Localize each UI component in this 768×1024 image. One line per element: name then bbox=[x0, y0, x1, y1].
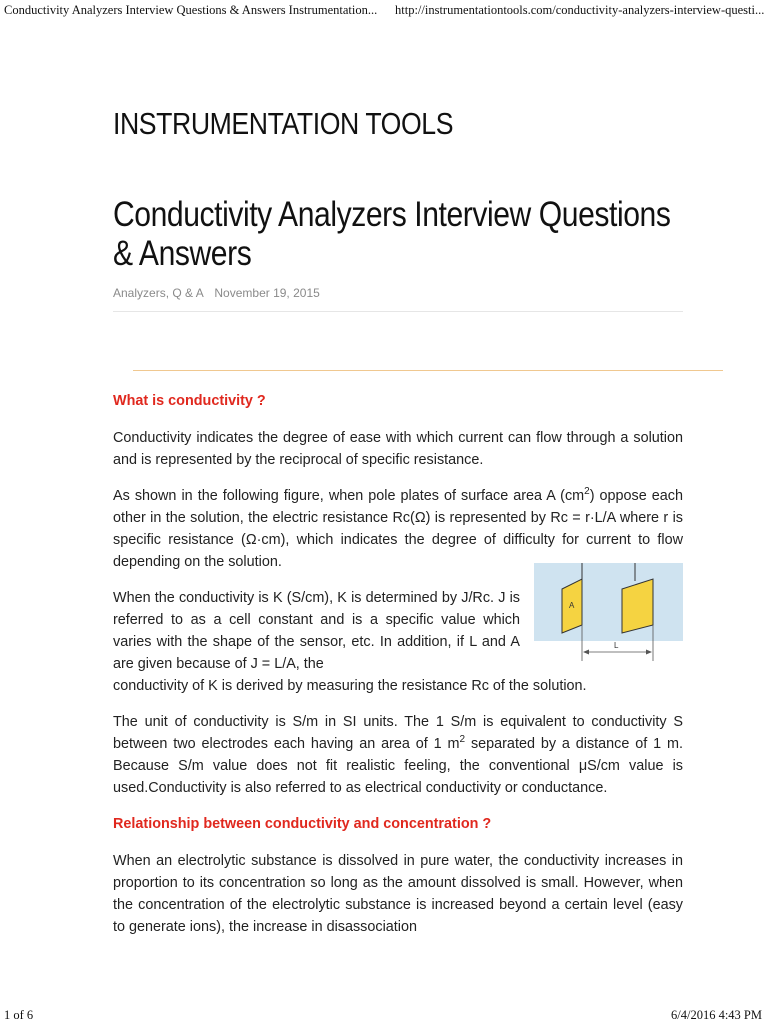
area-label: A bbox=[569, 601, 575, 610]
post-date: November 19, 2015 bbox=[214, 286, 320, 300]
paragraph-2-part-b: ) oppose each other in the solution, the electric resistance Rc(Ω) is represented by Rc = r·L/A where r is specific resistance (Ω·cm), which indicates the degree of difficulty for current to flow depending on the solution. bbox=[113, 488, 683, 570]
length-arrow-left bbox=[583, 650, 589, 655]
print-footer bbox=[0, 1008, 768, 1024]
paragraph-1: Conductivity indicates the degree of ease with which current can flow through a solution and is represented by the reciprocal of specific resistance. bbox=[113, 430, 683, 468]
superscript-2: 2 bbox=[584, 486, 590, 498]
question-relationship-conductivity-concentration: Relationship between conductivity and concentration ? bbox=[113, 816, 492, 832]
paragraph-2 bbox=[113, 485, 683, 573]
length-label: L bbox=[614, 641, 619, 650]
paragraph-2-part-a: As shown in the following figure, when pole plates of surface area A (cm bbox=[113, 488, 585, 504]
paragraph-4 bbox=[113, 711, 683, 799]
post-meta bbox=[113, 286, 320, 300]
print-header-url[interactable]: http://instrumentationtools.com/conductivity-analyzers-interview-questi... bbox=[395, 3, 765, 17]
solution-background bbox=[534, 563, 683, 641]
question-what-is-conductivity: What is conductivity ? bbox=[113, 393, 266, 409]
site-title[interactable]: INSTRUMENTATION TOOLS bbox=[113, 106, 454, 141]
post-categories[interactable]: Analyzers, Q & A bbox=[113, 286, 204, 300]
print-datetime: 6/4/2016 4:43 PM bbox=[671, 1008, 762, 1022]
content-divider bbox=[133, 370, 723, 371]
page-number: 1 of 6 bbox=[4, 1008, 34, 1022]
paragraph-4-part-a: The unit of conductivity is S/m in SI units. The 1 S/m is equivalent to conductivity S between two electrodes each having an area of 1 m bbox=[113, 714, 683, 752]
article-content bbox=[113, 390, 683, 952]
print-header bbox=[0, 0, 768, 22]
length-arrow-right bbox=[646, 650, 652, 655]
print-header-title: Conductivity Analyzers Interview Questions & Answers Instrumentation... bbox=[4, 3, 378, 17]
superscript-m2: 2 bbox=[459, 734, 466, 746]
paragraph-5: When an electrolytic substance is dissolved in pure water, the conductivity increases in proportion to its concentration so long as the amount dissolved is small. However, when the concentration of the electrolytic substance is increased beyond a certain level (easy to generate ions), the increase in disassociation bbox=[113, 853, 683, 935]
paragraph-4-part-b: separated by a distance of 1 m. Because S/m value does not fit realistic feeling, the conventional μS/cm value is used.Conductivity is also referred to as electrical conductivity or conductance. bbox=[113, 736, 683, 796]
paragraph-3a: When the conductivity is K (S/cm), K is determined by J/Rc. J is referred to as a cell constant and is a specific value which varies with the shape of the sensor, etc. In addition, if L and A are given because of J = L/A, the bbox=[113, 590, 520, 672]
post-title: Conductivity Analyzers Interview Questions & Answers bbox=[113, 195, 671, 273]
electrode-diagram bbox=[534, 563, 683, 661]
electrode-plate-right bbox=[622, 579, 653, 633]
paragraph-3b: conductivity of K is derived by measuring the resistance Rc of the solution. bbox=[113, 678, 587, 694]
title-divider bbox=[113, 311, 683, 312]
